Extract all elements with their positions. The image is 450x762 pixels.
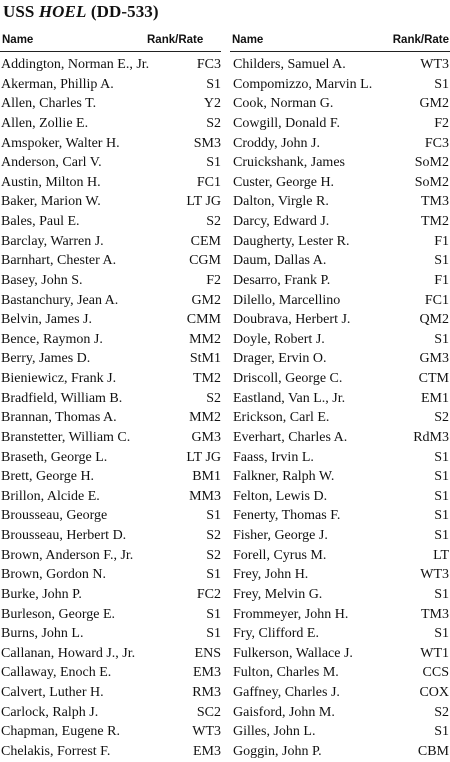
crew-name: Compomizzo, Marvin L. (233, 76, 373, 92)
crew-row (0, 251, 221, 271)
crew-row (232, 173, 449, 193)
crew-row (232, 624, 449, 644)
crew-row (0, 585, 221, 605)
crew-name: Callaway, Enoch E. (1, 665, 112, 681)
crew-name: Addington, Norman E., Jr. (1, 57, 150, 72)
crew-row (0, 644, 221, 664)
crew-rank: MM2 (189, 331, 221, 347)
crew-row (232, 153, 449, 173)
crew-rank: GM3 (419, 351, 449, 367)
crew-rank: S1 (434, 469, 449, 485)
crew-name: Faass, Irvin L. (233, 449, 314, 465)
crew-name: Frey, Melvin G. (233, 586, 323, 602)
crew-row (0, 487, 221, 507)
crew-row (0, 369, 221, 389)
crew-rank: LT JG (186, 194, 221, 210)
crew-rank: S2 (434, 410, 449, 426)
crew-rank: S1 (434, 586, 449, 602)
crew-rank: CCS (422, 665, 449, 681)
crew-name: Dilello, Marcellino (233, 292, 341, 308)
crew-row (232, 585, 449, 605)
crew-name: Eastland, Van L., Jr. (233, 390, 346, 406)
crew-row (232, 192, 449, 212)
crew-rank: S1 (434, 331, 449, 347)
crew-rank: S1 (206, 626, 221, 642)
crew-rank: FC2 (196, 586, 221, 602)
crew-row (232, 467, 449, 487)
crew-row (232, 232, 449, 252)
crew-row (0, 663, 221, 683)
crew-rank: S1 (434, 508, 449, 524)
crew-row (232, 330, 449, 350)
crew-name: Baker, Marion W. (1, 194, 101, 210)
crew-name: Berry, James D. (1, 351, 91, 367)
crew-name: Chelakis, Forrest F. (1, 743, 111, 759)
crew-rank: S2 (206, 115, 221, 131)
crew-rank: TM2 (193, 371, 221, 386)
hull-number: (DD-533) (86, 2, 159, 21)
crew-rank: TM3 (421, 606, 449, 622)
header-name-right: Name (232, 34, 264, 46)
crew-name: Austin, Milton H. (1, 174, 101, 190)
crew-name: Cowgill, Donald F. (233, 115, 340, 131)
crew-row (0, 389, 221, 409)
crew-row (0, 94, 221, 114)
crew-name: Driscoll, George C. (233, 371, 343, 386)
crew-rank: S1 (434, 488, 449, 504)
crew-row (0, 173, 221, 193)
crew-rank: FC3 (196, 57, 221, 72)
crew-name: Callanan, Howard J., Jr. (1, 645, 136, 661)
crew-rank: S1 (206, 567, 221, 583)
crew-name: Fulkerson, Wallace J. (233, 645, 353, 661)
crew-name: Brown, Anderson F., Jr. (1, 547, 134, 563)
crew-name: Amspoker, Walter H. (1, 135, 120, 151)
crew-rank: S1 (434, 76, 449, 92)
crew-row (0, 624, 221, 644)
crew-name: Bales, Paul E. (1, 214, 80, 229)
crew-row (0, 722, 221, 742)
crew-rank: S1 (206, 606, 221, 622)
crew-row (232, 605, 449, 625)
crew-row (232, 663, 449, 683)
crew-name: Braseth, George L. (1, 449, 108, 465)
crew-rank: LT (433, 547, 449, 563)
crew-rank: S1 (434, 528, 449, 543)
header-rule-left (0, 51, 221, 52)
crew-rank: TM2 (421, 214, 449, 229)
crew-name: Gaffney, Charles J. (233, 685, 340, 700)
crew-rank: CMM (186, 312, 221, 328)
crew-row (232, 94, 449, 114)
crew-name: Brillon, Alcide E. (1, 488, 100, 504)
crew-name: Akerman, Phillip A. (1, 76, 114, 92)
crew-row (232, 644, 449, 664)
crew-name: Croddy, John J. (233, 135, 320, 151)
ship-name: HOEL (38, 2, 87, 21)
page-title (3, 2, 159, 22)
crew-row (0, 703, 221, 723)
crew-row (0, 448, 221, 468)
crew-row (232, 546, 449, 566)
crew-row (0, 291, 221, 311)
crew-name: Gaisford, John M. (233, 704, 335, 720)
crew-rank: GM2 (191, 292, 221, 308)
crew-row (0, 565, 221, 585)
crew-rank: BM1 (192, 469, 221, 485)
crew-list-left (0, 55, 221, 762)
crew-row (232, 703, 449, 723)
crew-rank: S1 (434, 626, 449, 642)
crew-name: Fenerty, Thomas F. (233, 508, 341, 524)
crew-rank: S2 (206, 390, 221, 406)
crew-row (0, 153, 221, 173)
crew-name: Basey, John S. (1, 272, 83, 288)
crew-row (232, 134, 449, 154)
crew-name: Cook, Norman G. (233, 96, 334, 112)
crew-rank: ENS (194, 645, 221, 661)
crew-rank: GM2 (419, 96, 449, 112)
crew-name: Allen, Zollie E. (1, 115, 89, 131)
crew-row (232, 506, 449, 526)
crew-row (232, 114, 449, 134)
crew-rank: WT3 (420, 57, 449, 72)
crew-row (232, 565, 449, 585)
crew-name: Forell, Cyrus M. (233, 547, 327, 563)
crew-name: Custer, George H. (233, 174, 335, 190)
crew-name: Brannan, Thomas A. (1, 410, 117, 426)
crew-name: Brousseau, George (1, 508, 108, 524)
crew-row (232, 487, 449, 507)
crew-rank: S2 (206, 547, 221, 563)
crew-row (232, 722, 449, 742)
crew-rank: F2 (206, 272, 221, 288)
crew-name: Darcy, Edward J. (233, 214, 330, 229)
crew-row (0, 408, 221, 428)
crew-rank: TM3 (421, 194, 449, 210)
crew-row (0, 310, 221, 330)
crew-name: Frey, John H. (233, 567, 309, 583)
crew-row (0, 212, 221, 232)
crew-rank: S2 (206, 528, 221, 543)
crew-name: Felton, Lewis D. (233, 488, 328, 504)
crew-rank: CEM (190, 233, 221, 249)
crew-row (0, 467, 221, 487)
crew-list-right (232, 55, 449, 762)
crew-row (0, 114, 221, 134)
crew-name: Bastanchury, Jean A. (1, 292, 119, 308)
crew-name: Childers, Samuel A. (233, 57, 346, 72)
crew-rank: RM3 (192, 685, 221, 700)
crew-rank: SM3 (193, 135, 221, 151)
crew-row (0, 192, 221, 212)
crew-rank: F1 (434, 233, 449, 249)
crew-rank: SC2 (196, 704, 221, 720)
crew-rank: S1 (206, 76, 221, 92)
crew-row (232, 526, 449, 546)
crew-name: Bieniewicz, Frank J. (1, 371, 117, 386)
crew-name: Fisher, George J. (233, 528, 328, 543)
crew-row (0, 232, 221, 252)
crew-rank: S1 (206, 155, 221, 171)
crew-name: Allen, Charles T. (1, 96, 97, 112)
crew-row (232, 291, 449, 311)
crew-name: Belvin, James J. (1, 312, 92, 328)
crew-rank: RdM3 (413, 429, 449, 445)
crew-name: Doyle, Robert J. (233, 331, 325, 347)
crew-rank: EM1 (421, 390, 449, 406)
crew-rank: QM2 (419, 312, 449, 328)
crew-rank: COX (419, 685, 449, 700)
crew-rank: WT3 (192, 724, 221, 740)
crew-rank: S1 (434, 724, 449, 740)
crew-name: Burleson, George E. (1, 606, 116, 622)
crew-name: Cruickshank, James (233, 155, 345, 171)
crew-name: Fulton, Charles M. (233, 665, 339, 681)
crew-rank: F2 (434, 115, 449, 131)
crew-name: Gilles, John L. (233, 724, 316, 740)
crew-row (232, 683, 449, 703)
crew-row (0, 742, 221, 762)
crew-name: Falkner, Ralph W. (233, 469, 335, 485)
crew-row (0, 683, 221, 703)
crew-name: Bence, Raymon J. (1, 331, 103, 347)
crew-rank: CTM (418, 371, 449, 386)
crew-row (232, 212, 449, 232)
crew-rank: EM3 (193, 743, 221, 759)
crew-name: Frommeyer, John H. (233, 606, 349, 622)
crew-row (232, 310, 449, 330)
crew-name: Dalton, Virgle R. (233, 194, 329, 210)
crew-row (0, 526, 221, 546)
crew-row (232, 428, 449, 448)
crew-name: Branstetter, William C. (1, 429, 131, 445)
crew-rank: S1 (206, 508, 221, 524)
header-name-left: Name (2, 34, 34, 46)
crew-name: Desarro, Frank P. (233, 272, 331, 288)
crew-row (232, 369, 449, 389)
crew-name: Carlock, Ralph J. (1, 704, 99, 720)
crew-name: Fry, Clifford E. (233, 626, 319, 642)
crew-row (232, 55, 449, 75)
crew-rank: SoM2 (414, 174, 449, 190)
crew-row (0, 546, 221, 566)
crew-rank: LT JG (186, 449, 221, 465)
crew-row (0, 330, 221, 350)
crew-row (0, 55, 221, 75)
crew-name: Burns, John L. (1, 626, 84, 642)
crew-rank: MM3 (189, 488, 221, 504)
crew-name: Drager, Ervin O. (233, 351, 327, 367)
crew-rank: S2 (206, 214, 221, 229)
crew-row (232, 75, 449, 95)
crew-rank: MM2 (189, 410, 221, 426)
crew-row (0, 134, 221, 154)
crew-rank: F1 (434, 272, 449, 288)
crew-name: Barnhart, Chester A. (1, 253, 117, 269)
crew-rank: S2 (434, 704, 449, 720)
crew-rank: CBM (417, 743, 449, 759)
crew-name: Erickson, Carl E. (233, 410, 330, 426)
crew-name: Barclay, Warren J. (1, 233, 104, 249)
crew-rank: GM3 (191, 429, 221, 445)
crew-name: Everhart, Charles A. (233, 429, 348, 445)
crew-rank: CGM (189, 253, 221, 269)
crew-rank: StM1 (189, 351, 221, 367)
crew-row (0, 349, 221, 369)
crew-name: Bradfield, William B. (1, 390, 123, 406)
crew-name: Burke, John P. (1, 586, 82, 602)
crew-row (0, 605, 221, 625)
crew-row (232, 448, 449, 468)
crew-rank: EM3 (193, 665, 221, 681)
header-rank-right: Rank/Rate (392, 34, 449, 46)
crew-rank: FC1 (196, 174, 221, 190)
crew-name: Anderson, Carl V. (1, 155, 102, 171)
crew-rank: WT1 (420, 645, 449, 661)
column-headers (0, 34, 450, 50)
crew-row (232, 349, 449, 369)
crew-rank: FC3 (424, 135, 449, 151)
crew-rank: WT3 (420, 567, 449, 583)
crew-row (232, 408, 449, 428)
crew-rank: Y2 (203, 96, 221, 112)
crew-rank: FC1 (424, 292, 449, 308)
crew-name: Daugherty, Lester R. (233, 233, 350, 249)
header-rank-left: Rank/Rate (147, 34, 204, 46)
crew-row (232, 251, 449, 271)
crew-name: Brown, Gordon N. (1, 567, 106, 583)
crew-rank: S1 (434, 449, 449, 465)
crew-name: Brett, George H. (1, 469, 95, 485)
crew-row (0, 271, 221, 291)
crew-rank: S1 (434, 253, 449, 269)
crew-rank: SoM2 (414, 155, 449, 171)
crew-row (0, 75, 221, 95)
crew-name: Goggin, John P. (233, 743, 322, 759)
crew-row (0, 506, 221, 526)
crew-row (232, 742, 449, 762)
crew-name: Daum, Dallas A. (233, 253, 327, 269)
crew-name: Calvert, Luther H. (1, 685, 104, 700)
crew-row (232, 271, 449, 291)
crew-name: Chapman, Eugene R. (1, 724, 120, 740)
header-rule-right (230, 51, 450, 52)
crew-row (232, 389, 449, 409)
title-prefix: USS (3, 2, 39, 21)
crew-name: Brousseau, Herbert D. (1, 528, 127, 543)
crew-name: Doubrava, Herbert J. (233, 312, 351, 328)
crew-row (0, 428, 221, 448)
